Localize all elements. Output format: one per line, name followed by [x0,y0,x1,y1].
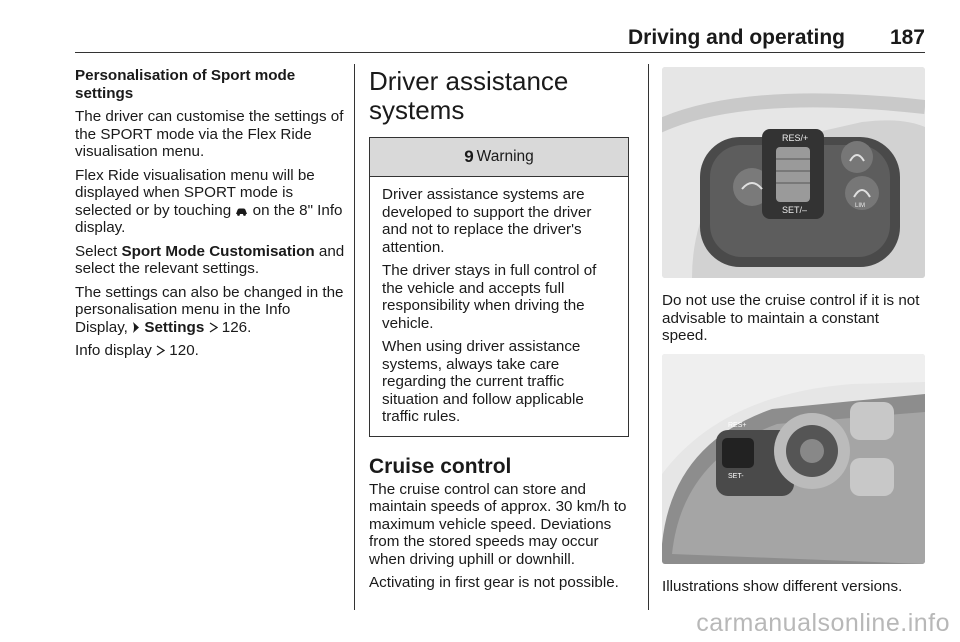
page-reference-icon [209,322,218,333]
page-number: 187 [889,26,925,49]
paragraph: Activating in first gear is not possible. [369,574,619,591]
warning-header [370,138,628,177]
paragraph: The driver can customise the settings of the SPORT mode via the Flex Ride visualisation menu. [75,108,344,160]
column-divider [354,64,355,610]
warning-paragraph: The driver stays in full control of the vehicle and accepts full responsibility when driving the vehicle. [382,262,597,332]
column-divider [648,64,649,610]
warning-body [370,177,628,436]
res-label: RES/+ [782,133,809,143]
page-header [75,26,925,53]
paragraph: The cruise control can store and maintain speeds of approx. 30 km/h to maximum vehicle speed. Deviations from the stored speeds may occur when driving uphill or downhill. [369,480,627,568]
paragraph: Flex Ride visualisation menu will be displayed when SPORT mode is selected or by touching on the 8" Info display. [75,166,343,236]
car-icon [235,205,248,216]
steering-wheel-controls-illustration-2 [662,354,925,564]
steering-wheel-controls-illustration-1 [662,67,925,278]
watermark: carmanualsonline.info [696,609,950,637]
column-middle [369,67,634,598]
caption: Do not use the cruise control if it is not advisable to maintain a constant speed. [662,292,920,344]
paragraph: The settings can also be changed in the personalisation menu in the Info Display, Settings 126. [75,283,344,336]
column-right [662,67,927,601]
subheading-sport-settings: Personalisation of Sport mode settings [75,67,296,102]
set-label: SET/– [782,205,808,215]
paragraph: Info display 120. [75,342,199,359]
subheading-cruise-control: Cruise control [369,454,512,478]
arrow-right-icon [132,322,140,333]
warning-box [369,137,629,437]
warning-paragraph: Driver assistance systems are developed to support the driver and not to replace the driver's attention. [382,186,592,256]
section-title: Driving and operating [627,26,845,49]
set-label: SET- [728,472,744,480]
page-reference-icon [156,345,165,356]
page-reference[interactable]: 120. [169,342,199,359]
caption: Illustrations show different versions. [662,577,903,595]
warning-icon: 9 [464,147,474,167]
res-label: RES+ [728,421,747,429]
warning-title: Warning [476,148,534,166]
lim-label: LIM [855,203,866,209]
column-left [75,67,345,366]
paragraph: Select Sport Mode Customisation and select the relevant settings. [75,242,345,277]
page-reference[interactable]: 126. [221,318,252,336]
section-heading: Driver assistance systems [369,66,569,125]
warning-paragraph: When using driver assistance systems, always take care regarding the current traffic situation and follow applicable traffic rules. [382,338,584,425]
